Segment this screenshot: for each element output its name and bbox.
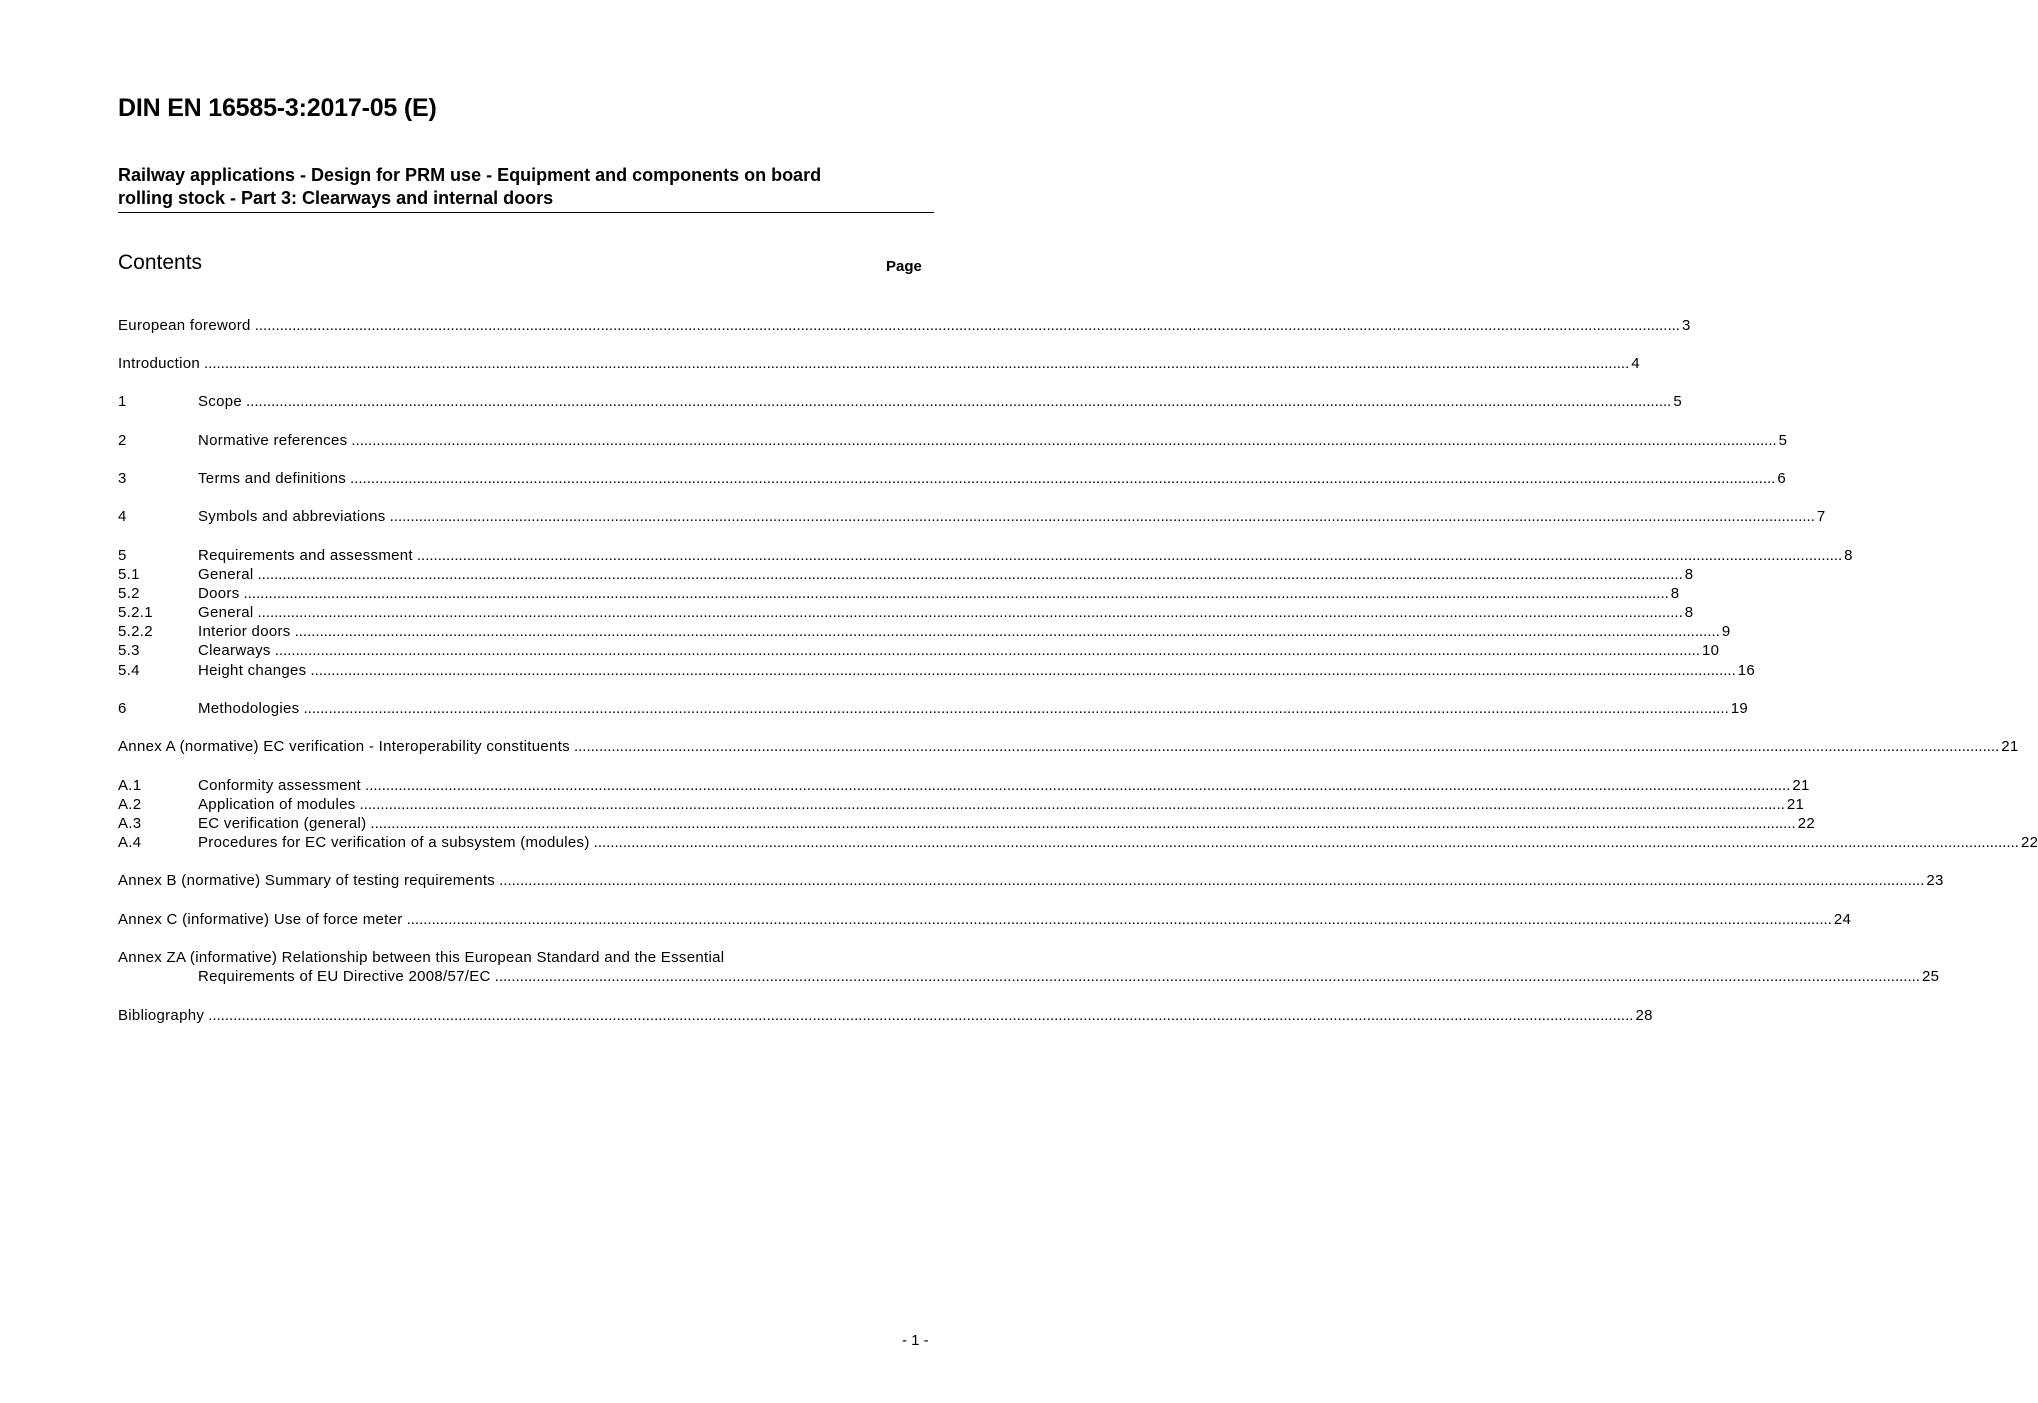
toc-entry-page: 16 (1737, 662, 1756, 679)
toc-entry-title: Bibliography (118, 1007, 205, 1024)
toc-leader-dots (295, 622, 1720, 641)
footer-page-number: - 1 - (902, 1332, 929, 1349)
toc-leader-dots (407, 910, 1832, 929)
toc-entry-page: 24 (1833, 911, 1852, 928)
toc-entry-number: 5 (118, 547, 127, 564)
toc-entry-bibliography[interactable] (118, 1006, 1653, 1025)
toc-entry-title: Introduction (118, 355, 200, 372)
toc-entry-title: EC verification (general) (198, 815, 367, 832)
toc-leader-dots (257, 565, 1682, 584)
toc-entry-title: Procedures for EC verification of a subsystem (modules) (198, 834, 590, 851)
toc-leader-dots (365, 776, 1790, 795)
toc-entry-page: 28 (1635, 1007, 1653, 1024)
toc-entry-methodologies[interactable] (118, 699, 1749, 718)
toc-entry-title: Conformity assessment (198, 777, 362, 794)
toc-entry-title: Annex A (normative) EC verification - Interoperability constituents (118, 738, 570, 755)
toc-entry-number: 6 (118, 700, 127, 717)
toc-leader-dots (351, 431, 1776, 450)
toc-entry-title: Doors (198, 585, 240, 602)
toc-entry-title: Scope (198, 393, 243, 410)
contents-heading: Contents (118, 251, 203, 274)
toc-entry-number: 5.2.2 (118, 623, 153, 640)
toc-entry-title: Normative references (198, 432, 348, 449)
document-title-line-1: Railway applications - Design for PRM use - Equipment and components on board (118, 165, 822, 185)
toc-entry-number: 2 (118, 432, 127, 449)
toc-leader-dots (370, 814, 1795, 833)
toc-entry-number: A.1 (118, 777, 142, 794)
toc-leader-dots (495, 967, 1920, 986)
toc-leader-dots (246, 392, 1671, 411)
toc-entry-page: 21 (1792, 777, 1810, 794)
toc-entry-page: 5 (1778, 432, 1788, 449)
toc-entry-title: Terms and definitions (198, 470, 347, 487)
toc-entry-title: Annex C (informative) Use of force meter (118, 911, 403, 928)
toc-entry-annex-b[interactable] (118, 871, 1944, 890)
toc-entry-european-foreword[interactable] (118, 316, 1691, 335)
toc-leader-dots (310, 661, 1735, 680)
toc-entry-title: General (198, 566, 254, 583)
toc-leader-dots (390, 507, 1815, 526)
toc-entry-page: 8 (1684, 604, 1694, 621)
toc-entry-introduction[interactable] (118, 354, 1640, 373)
toc-entry-page: 22 (2020, 834, 2038, 851)
toc-leader-dots (303, 699, 1728, 718)
toc-entry-page: 3 (1681, 317, 1691, 334)
toc-entry-scope[interactable] (118, 392, 1682, 411)
toc-entry-number: 3 (118, 470, 127, 487)
toc-entry-page: 23 (1926, 872, 1944, 889)
toc-entry-height-changes[interactable] (118, 661, 1756, 680)
toc-leader-dots (275, 641, 1700, 660)
toc-entry-title: General (198, 604, 254, 621)
toc-entry-page: 9 (1721, 623, 1731, 640)
toc-leader-dots (417, 546, 1842, 565)
toc-entry-title: Clearways (198, 642, 271, 659)
toc-leader-dots (499, 871, 1924, 890)
toc-entry-number: 5.2 (118, 585, 140, 602)
toc-entry-application-of-modules[interactable] (118, 795, 1805, 814)
toc-entry-title: Interior doors (198, 623, 291, 640)
page-column-heading: Page (886, 258, 922, 275)
toc-leader-dots (360, 795, 1785, 814)
toc-leader-dots (244, 584, 1669, 603)
toc-entry-title: Symbols and abbreviations (198, 508, 386, 525)
document-id: DIN EN 16585-3:2017-05 (E) (118, 94, 437, 122)
toc-entry-number: 1 (118, 393, 127, 410)
toc-entry-page: 8 (1684, 566, 1694, 583)
toc-entry-page: 10 (1702, 642, 1720, 659)
toc-leader-dots (208, 1006, 1633, 1025)
toc-entry-page: 21 (2001, 738, 2019, 755)
toc-leader-dots (257, 603, 1682, 622)
toc-entry-title: Annex B (normative) Summary of testing requirements (118, 872, 496, 889)
toc-entry-title: Application of modules (198, 796, 356, 813)
toc-entry-number: 5.4 (118, 662, 140, 679)
toc-entry-number: A.3 (118, 815, 142, 832)
toc-entry-title: Requirements of EU Directive 2008/57/EC (198, 968, 491, 985)
table-of-contents (118, 0, 2038, 1100)
toc-entry-number: A.2 (118, 796, 142, 813)
toc-entry-annex-za[interactable] (198, 967, 1940, 986)
toc-entry-title: Height changes (198, 662, 307, 679)
toc-leader-dots (204, 354, 1629, 373)
toc-entry-page: 22 (1797, 815, 1815, 832)
toc-leader-dots (594, 833, 2019, 852)
toc-entry-page: 4 (1631, 355, 1640, 372)
toc-entry-doors[interactable] (118, 584, 1680, 603)
toc-entry-annex-c[interactable] (118, 910, 1852, 929)
toc-entry-interior-doors[interactable] (118, 622, 1731, 641)
toc-entry-page: 7 (1816, 508, 1826, 525)
toc-entry-page: 25 (1921, 968, 1940, 985)
toc-leader-dots (350, 469, 1775, 488)
toc-entry-title: European foreword (118, 317, 251, 334)
toc-leader-dots (574, 737, 1999, 756)
toc-entry-number: A.4 (118, 834, 142, 851)
toc-entry-number: 5.1 (118, 566, 140, 583)
toc-entry-annex-a[interactable] (118, 737, 2019, 756)
toc-entry-symbols-and-abbreviations[interactable] (118, 507, 1826, 526)
toc-entry-number: 5.2.1 (118, 604, 153, 621)
document-title-line-2: rolling stock - Part 3: Clearways and internal doors (118, 188, 554, 208)
toc-entry-number: 5.3 (118, 642, 140, 659)
toc-entry-conformity-assessment[interactable] (118, 776, 1810, 795)
toc-entry-page: 5 (1673, 393, 1682, 410)
toc-entry-page: 8 (1844, 547, 1853, 564)
toc-entry-number: 4 (118, 508, 127, 525)
toc-entry-general[interactable] (118, 565, 1694, 584)
toc-entry-page: 8 (1670, 585, 1680, 602)
toc-entry-normative-references[interactable] (118, 431, 1788, 450)
toc-entry-requirements-and-assessment[interactable] (118, 546, 1853, 565)
toc-entry-terms-and-definitions[interactable] (118, 469, 1786, 488)
toc-entry-page: 21 (1786, 796, 1805, 813)
toc-entry-title: Methodologies (198, 700, 300, 717)
toc-entry-clearways[interactable] (118, 641, 1720, 660)
toc-entry-page: 19 (1730, 700, 1749, 717)
toc-entry-ec-verification-general[interactable] (118, 814, 1815, 833)
toc-entry-page: 6 (1777, 470, 1786, 487)
toc-entry-annex-za-line-1[interactable]: Annex ZA (informative) Relationship between this European Standard and the Essential (118, 949, 725, 966)
toc-entry-title: Requirements and assessment (198, 547, 413, 564)
toc-leader-dots (255, 316, 1680, 335)
toc-entry-procedures-ec-verification[interactable] (118, 833, 2038, 852)
toc-entry-doors-general[interactable] (118, 603, 1694, 622)
